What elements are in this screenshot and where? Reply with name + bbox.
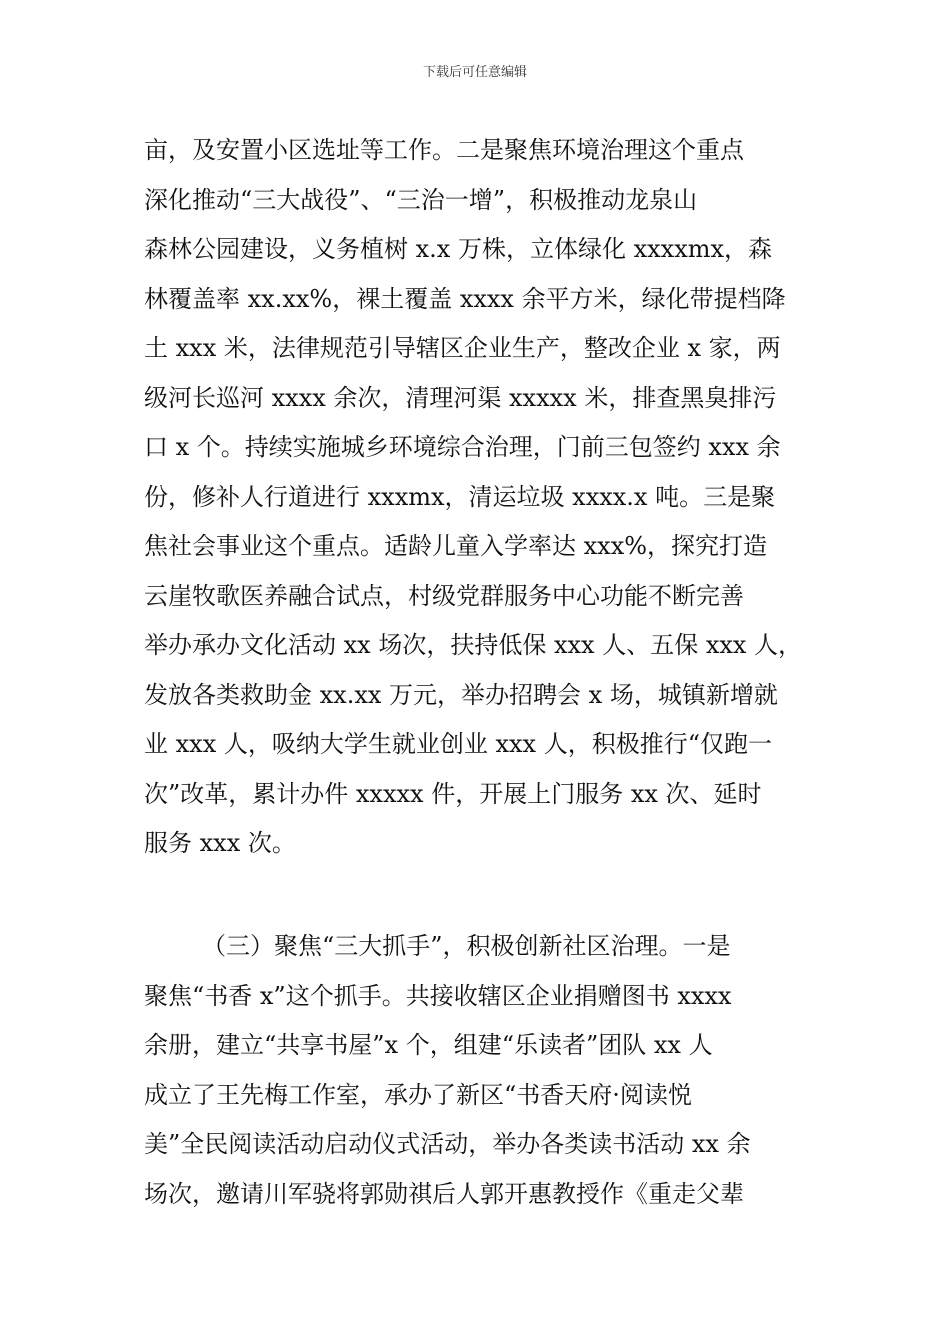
text-line: 级河长巡河 xxxx 余次，清理河渠 xxxxx 米，排查黑臭排污	[144, 383, 777, 412]
text-line: 次”改革，累计办件 xxxxx 件，开展上门服务 xx 次、延时	[144, 779, 762, 808]
text-line: 场次，邀请川军骁将郭勋祺后人郭开惠教授作《重走父辈	[144, 1179, 744, 1208]
text-line: 成立了王先梅工作室，承办了新区“书香天府·阅读悦	[144, 1080, 692, 1109]
text-line: 服务 xxx 次。	[144, 829, 296, 857]
text-line: 云崖牧歌医养融合试点，村级党群服务中心功能不断完善	[144, 581, 744, 610]
text-line: 林覆盖率 xx.xx%，裸土覆盖 xxxx 余平方米，绿化带提档降	[144, 284, 786, 313]
text-line: 美”全民阅读活动启动仪式活动，举办各类读书活动 xx 余	[144, 1130, 751, 1158]
text-line: 森林公园建设，义务植树 x.x 万株，立体绿化 xxxxmx，森	[144, 235, 773, 263]
paragraph-2	[144, 922, 824, 1219]
text-line: 口 x 个。持续实施城乡环境综合治理，门前三包签约 xxx 余	[144, 433, 781, 461]
paragraph-1	[144, 126, 824, 869]
text-line: 业 xxx 人，吸纳大学生就业创业 xxx 人，积极推行“仅跑一	[144, 730, 772, 758]
page-header: 下载后可任意编辑	[422, 65, 527, 80]
text-line: 焦社会事业这个重点。适龄儿童入学率达 xxx%，探究打造	[144, 532, 768, 560]
text-line: （三）聚焦“三大抓手”，积极创新社区治理。一是	[202, 932, 731, 960]
text-line: 发放各类救助金 xx.xx 万元，举办招聘会 x 场，城镇新增就	[144, 680, 778, 709]
text-line: 聚焦“书香 x”这个抓手。共接收辖区企业捐赠图书 xxxx	[144, 981, 732, 1010]
text-line: 举办承办文化活动 xx 场次，扶持低保 xxx 人、五保 xxx 人，	[144, 631, 803, 659]
text-line: 土 xxx 米，法律规范引导辖区企业生产，整改企业 x 家，两	[144, 334, 781, 362]
text-line: 亩，及安置小区选址等工作。二是聚焦环境治理这个重点	[144, 136, 744, 164]
text-line: 份，修补人行道进行 xxxmx，清运垃圾 xxxx.x 吨。三是聚	[144, 482, 776, 511]
text-line: 深化推动“三大战役”、“三治一增”，积极推动龙泉山	[144, 185, 698, 214]
text-line: 余册，建立“共享书屋”x 个，组建“乐读者”团队 xx 人	[144, 1031, 713, 1059]
